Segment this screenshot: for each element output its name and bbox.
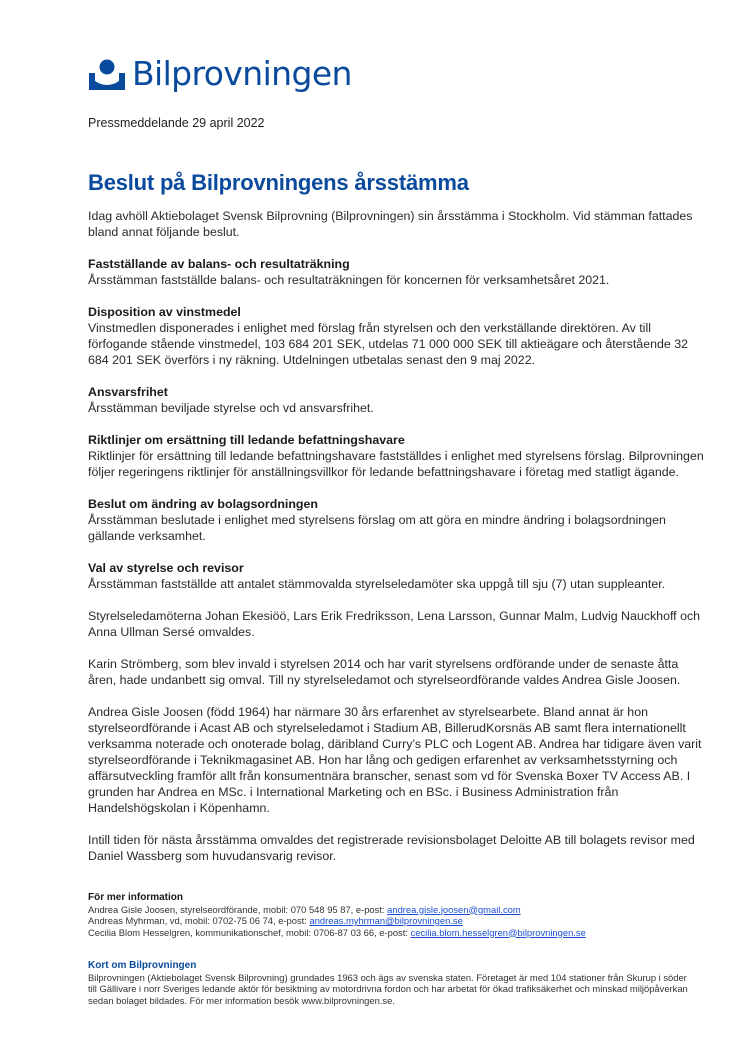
- paragraph-auditor: Intill tiden för nästa årsstämma omvaldes det registrerade revisionsbolaget Deloitte AB till bolagets revisor med Daniel Wassberg som huvudansvarig revisor.: [88, 833, 695, 863]
- section-heading: Fastställande av balans- och resultaträkning: [88, 257, 350, 271]
- about-text: Bilprovningen (Aktiebolaget Svensk Bilprovning) grundades 1963 och ägs av svenska staten. Företaget är med 104 stationer från Skurup i söder till Gällivare i norr Sveriges ledande aktör för besiktning av motordrivna fordon och har arbetat för ökad trafiksäkerhet och minskad miljöpåverkan sedan bolaget bildades. För mer information besök www.bilprovningen.se.: [88, 971, 688, 1006]
- email-link[interactable]: andreas.myhrman@bilprovningen.se: [309, 915, 463, 926]
- section-discharge: [88, 384, 708, 416]
- section-heading: Disposition av vinstmedel: [88, 305, 241, 319]
- section-balance: [88, 256, 708, 288]
- logo-icon: [88, 59, 126, 91]
- contact-row: [88, 927, 708, 939]
- email-link[interactable]: cecilia.blom.hesselgren@bilprovningen.se: [410, 926, 586, 938]
- section-board-election: [88, 560, 708, 592]
- page-title: Beslut på Bilprovningens årsstämma: [88, 170, 469, 195]
- logo-text: Bilprovningen: [132, 54, 352, 93]
- section-disposition: [88, 304, 708, 368]
- paragraph-chair-bio: Andrea Gisle Joosen (född 1964) har närmare 30 års erfarenhet av styrelsearbete. Bland annat är hon styrelseordförande i Acast AB och styrelseledamot i Stadium AB, BillerudKorsnäs AB samt flera internationellt verksamma noterade och onoterade bolag, däribland Curry’s PLC och Logent AB. Andrea har tidigare även varit styrelseordförande i Teknikmagasinet AB. Hon har lång och gedigen erfarenhet av verksamhetsstyrning och affärsutveckling framför allt från konsumentnära branscher, senast som vd för Svenska Boxer TV Access AB. I grunden har Andrea en MSc. i International Marketing och en BSc. i Business Administration från Handelshögskolan i Köpenhamn.: [88, 705, 702, 815]
- section-heading: Beslut om ändring av bolagsordningen: [88, 497, 318, 511]
- about-heading: Kort om Bilprovningen: [88, 960, 197, 971]
- contact-heading: För mer information: [88, 892, 184, 903]
- email-link[interactable]: andrea.gisle.joosen@gmail.com: [387, 903, 521, 915]
- section-heading: Ansvarsfrihet: [88, 385, 168, 399]
- section-text: Årsstämman fastställde balans- och resultaträkningen för koncernen för verksamhetsåret 2021.: [88, 273, 610, 287]
- paragraph-reelected: Styrelseledamöterna Johan Ekesiöö, Lars Erik Fredriksson, Lena Larsson, Gunnar Malm, Ludvig Nauckhoff och Anna Ullman Sersé omvaldes.: [88, 609, 701, 639]
- section-text: Årsstämman fastställde att antalet stämmovalda styrelseledamöter ska uppgå till sju (7) utan suppleanter.: [88, 577, 666, 591]
- section-heading: Val av styrelse och revisor: [88, 561, 244, 575]
- section-text: Riktlinjer för ersättning till ledande befattningshavare fastställdes i enlighet med styrelsens förslag. Bilprovningen följer regeringens riktlinjer för anställningsvillkor för ledande befattningshavare i företag med statligt ägande.: [88, 449, 704, 479]
- contact-details: Cecilia Blom Hesselgren, kommunikationschef, mobil: 0706-87 03 66, e-post:: [88, 926, 411, 938]
- contact-row: [88, 904, 708, 916]
- contact-details: Andrea Gisle Joosen, styrelseordförande, mobil: 070 548 95 87, e-post:: [88, 903, 388, 915]
- contact-details: Andreas Myhrman, vd, mobil: 0702-75 06 74, e-post:: [88, 915, 310, 926]
- contact-row: [88, 915, 708, 927]
- about-company: [88, 960, 688, 1006]
- press-release-date: Pressmeddelande 29 april 2022: [88, 116, 265, 130]
- paragraph-new-chair: Karin Strömberg, som blev invald i styrelsen 2014 och har varit styrelsens ordförande under de senaste åtta åren, hade undanbett sig omval. Till ny styrelseledamot och styrelseordförande valdes Andrea Gisle Joosen.: [88, 657, 681, 687]
- contact-info: [88, 892, 708, 938]
- intro-paragraph: Idag avhöll Aktiebolaget Svensk Bilprovning (Bilprovningen) sin årsstämma i Stockholm. Vid stämman fattades bland annat följande beslut.: [88, 209, 693, 239]
- section-text: Årsstämman beslutade i enlighet med styrelsens förslag om att göra en mindre ändring i bolagsordningen gällande verksamhet.: [88, 513, 666, 543]
- section-text: Årsstämman beviljade styrelse och vd ansvarsfrihet.: [88, 401, 374, 415]
- section-heading: Riktlinjer om ersättning till ledande befattningshavare: [88, 433, 405, 447]
- document-body: [88, 208, 708, 880]
- section-remuneration: [88, 432, 708, 480]
- section-text: Vinstmedlen disponerades i enlighet med förslag från styrelsen och den verkställande direktören. Av till förfogande stående vinstmedel, 103 684 201 SEK, utdelas 71 000 000 SEK till aktieägare och återstående 32 684 201 SEK överförs i ny räkning. Utdelningen utbetalas senast den 9 maj 2022.: [88, 321, 688, 367]
- bilprovningen-logo: [88, 54, 352, 93]
- section-articles: [88, 496, 708, 544]
